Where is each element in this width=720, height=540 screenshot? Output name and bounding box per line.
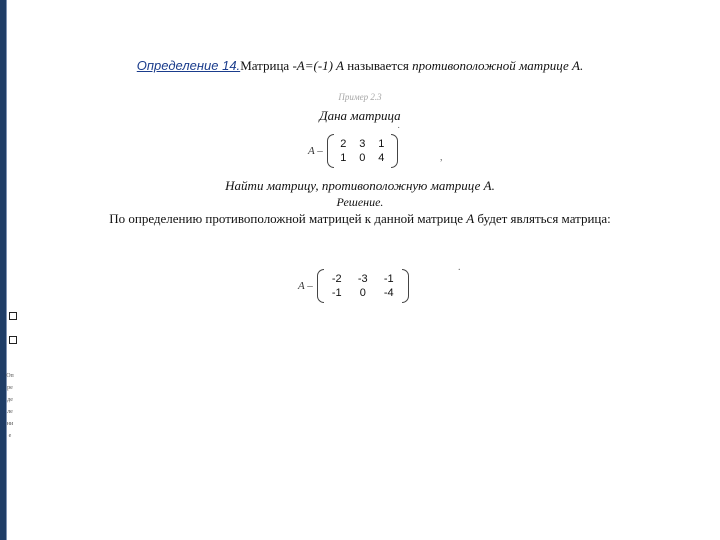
matrix-a-label: A –: [308, 145, 323, 157]
given-label: Дана матрица: [319, 108, 401, 123]
matrix-negative-row: [324, 272, 402, 286]
checkbox-icon[interactable]: [9, 312, 17, 320]
matrix-a-cell: 4: [378, 152, 385, 164]
matrix-negative-table: [324, 272, 402, 300]
answer-variable: А: [466, 211, 475, 226]
matrix-negative-right-paren: [402, 269, 409, 303]
definition-formula: -A=(-1) A: [292, 58, 344, 73]
matrix-negative: [298, 269, 409, 303]
definition-text-1: Матрица: [240, 58, 293, 73]
matrix-a-cell: 2: [340, 138, 347, 150]
checkbox-icon[interactable]: [9, 336, 17, 344]
answer-line: [0, 211, 720, 227]
task-text: Найти матрицу, противоположную матрице А.: [225, 178, 495, 193]
matrix-a-cell: 3: [359, 138, 366, 150]
matrix-a-table: [334, 137, 391, 165]
matrix-a-row: [334, 137, 391, 151]
matrix-negative-cell: -1: [383, 273, 394, 285]
side-vertical-label: Определение: [6, 373, 14, 439]
matrix-negative-cell: -2: [331, 273, 342, 285]
definition-text-2: называется: [343, 58, 413, 73]
answer-tail: будет являться матрица:: [474, 211, 611, 226]
answer-text: По определению противоположной матрицей к данной матрице: [109, 211, 463, 226]
matrix-a-cell: 0: [359, 152, 366, 164]
matrix-a-tick: ˙: [397, 126, 401, 137]
left-edge-line: [6, 0, 7, 540]
matrix-negative-label: A –: [298, 280, 313, 292]
example-label: Пример 2.3: [338, 92, 382, 102]
matrix-a-cell: 1: [340, 152, 347, 164]
matrix-a-row: [334, 151, 391, 165]
definition-term: Определение 14.: [136, 58, 241, 73]
matrix-negative-cell: -3: [357, 273, 368, 285]
matrix-a-cell: 1: [378, 138, 385, 150]
matrix-negative-cell: 0: [359, 287, 366, 299]
matrix-a-right-paren: [391, 134, 398, 168]
matrix-negative-cell: -4: [383, 287, 394, 299]
matrix-negative-cell: -1: [331, 287, 342, 299]
definition-line: [0, 58, 720, 74]
solution-label: Решение.: [336, 195, 384, 209]
matrix-negative-tick: .: [458, 262, 461, 273]
definition-text-3: противоположной матрице А.: [412, 58, 584, 73]
matrix-negative-left-paren: [317, 269, 324, 303]
matrix-a-left-paren: [327, 134, 334, 168]
matrix-a-comma: ,: [440, 152, 443, 163]
matrix-a: [308, 134, 398, 168]
matrix-negative-row: [324, 286, 402, 300]
